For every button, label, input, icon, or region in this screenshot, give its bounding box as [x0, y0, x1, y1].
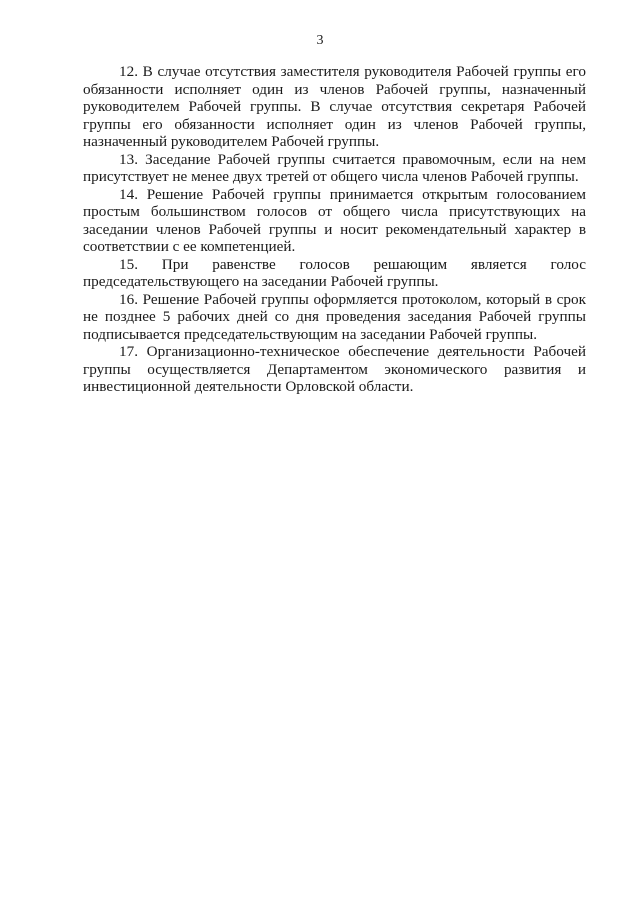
paragraph-15: 15. При равенстве голосов решающим является голос председательствующего на заседании Рабочей группы.	[83, 255, 586, 290]
paragraph-17: 17. Организационно-техническое обеспечение деятельности Рабочей группы осуществляется Департаментом экономического развития и инвестиционной деятельности Орловской области.	[83, 343, 586, 395]
paragraph-12: 12. В случае отсутствия заместителя руководителя Рабочей группы его обязанности исполняет один из членов Рабочей группы, назначенный руководителем Рабочей группы. В случае отсутствия секретаря Рабочей группы его обязанности исполняет один из членов Рабочей группы, назначенный руководителем Рабочей группы.	[83, 63, 586, 150]
paragraph-16: 16. Решение Рабочей группы оформляется протоколом, который в срок не позднее 5 рабочих дней со дня проведения заседания Рабочей группы подписывается председательствующим на заседании Рабочей группы.	[83, 290, 586, 343]
document-body	[83, 63, 586, 396]
page-number: 3	[316, 33, 324, 48]
paragraph-13: 13. Заседание Рабочей группы считается правомочным, если на нем присутствует не менее двух третей от общего числа членов Рабочей группы.	[83, 150, 586, 185]
paragraph-14: 14. Решение Рабочей группы принимается открытым голосованием простым большинством голосов от общего числа присутствующих на заседании членов Рабочей группы и носит рекомендательный характер в соответствии с ее компетенцией.	[83, 185, 586, 255]
